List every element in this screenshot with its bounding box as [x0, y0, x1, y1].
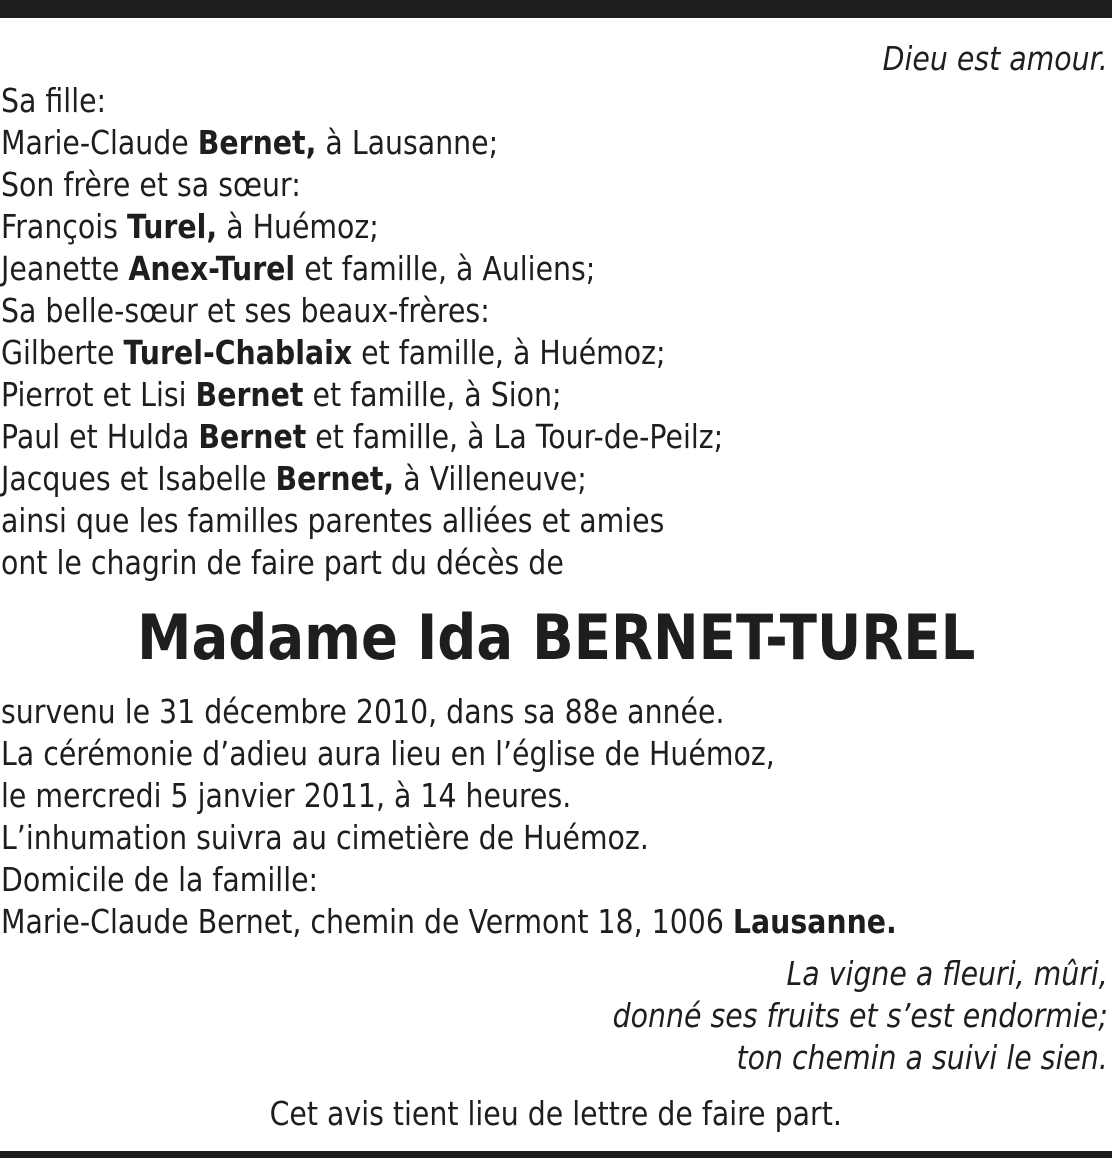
poem-line: donné ses fruits et s’est endormie; [612, 996, 1108, 1035]
ceremony-details [1, 691, 1043, 943]
top-border-rule [0, 0, 1112, 18]
bottom-border-rule [0, 1151, 1112, 1158]
deceased-name: Madame Ida BERNET-TUREL [136, 601, 976, 674]
detail-line: le mercredi 5 janvier 2011, à 14 heures. [1, 776, 572, 815]
detail-line: L’inhumation suivra au cimetière de Huémoz. [1, 818, 649, 857]
family-announcement [1, 80, 841, 584]
family-line: Jeanette Anex-Turel et famille, à Auliens; [1, 249, 596, 288]
detail-line: survenu le 31 décembre 2010, dans sa 88e année. [1, 692, 725, 731]
family-line: ainsi que les familles parentes alliées et amies [1, 501, 665, 540]
family-line: Gilberte Turel-Chablaix et famille, à Huémoz; [1, 333, 666, 372]
poem [532, 953, 1108, 1079]
family-line: Paul et Hulda Bernet et famille, à La Tour-de-Peilz; [1, 417, 724, 456]
detail-line: La cérémonie d’adieu aura lieu en l’église de Huémoz, [1, 734, 775, 773]
closing-note: Cet avis tient lieu de lettre de faire part. [269, 1094, 843, 1133]
poem-line: ton chemin a suivi le sien. [736, 1038, 1108, 1077]
detail-line: Marie-Claude Bernet, chemin de Vermont 18, 1006 Lausanne. [1, 902, 897, 941]
family-line: Marie-Claude Bernet, à Lausanne; [1, 123, 499, 162]
family-line: Sa belle-sœur et ses beaux-frères: [1, 291, 490, 330]
poem-line: La vigne a fleuri, mûri, [786, 954, 1108, 993]
family-line: François Turel, à Huémoz; [1, 207, 379, 246]
family-line: ont le chagrin de faire part du décès de [1, 543, 564, 582]
motto: Dieu est amour. [882, 39, 1108, 78]
family-line: Jacques et Isabelle Bernet, à Villeneuve; [1, 459, 587, 498]
family-line: Sa fille: [1, 81, 107, 120]
family-line: Pierrot et Lisi Bernet et famille, à Sion; [1, 375, 562, 414]
detail-line: Domicile de la famille: [1, 860, 319, 899]
family-line: Son frère et sa sœur: [1, 165, 301, 204]
